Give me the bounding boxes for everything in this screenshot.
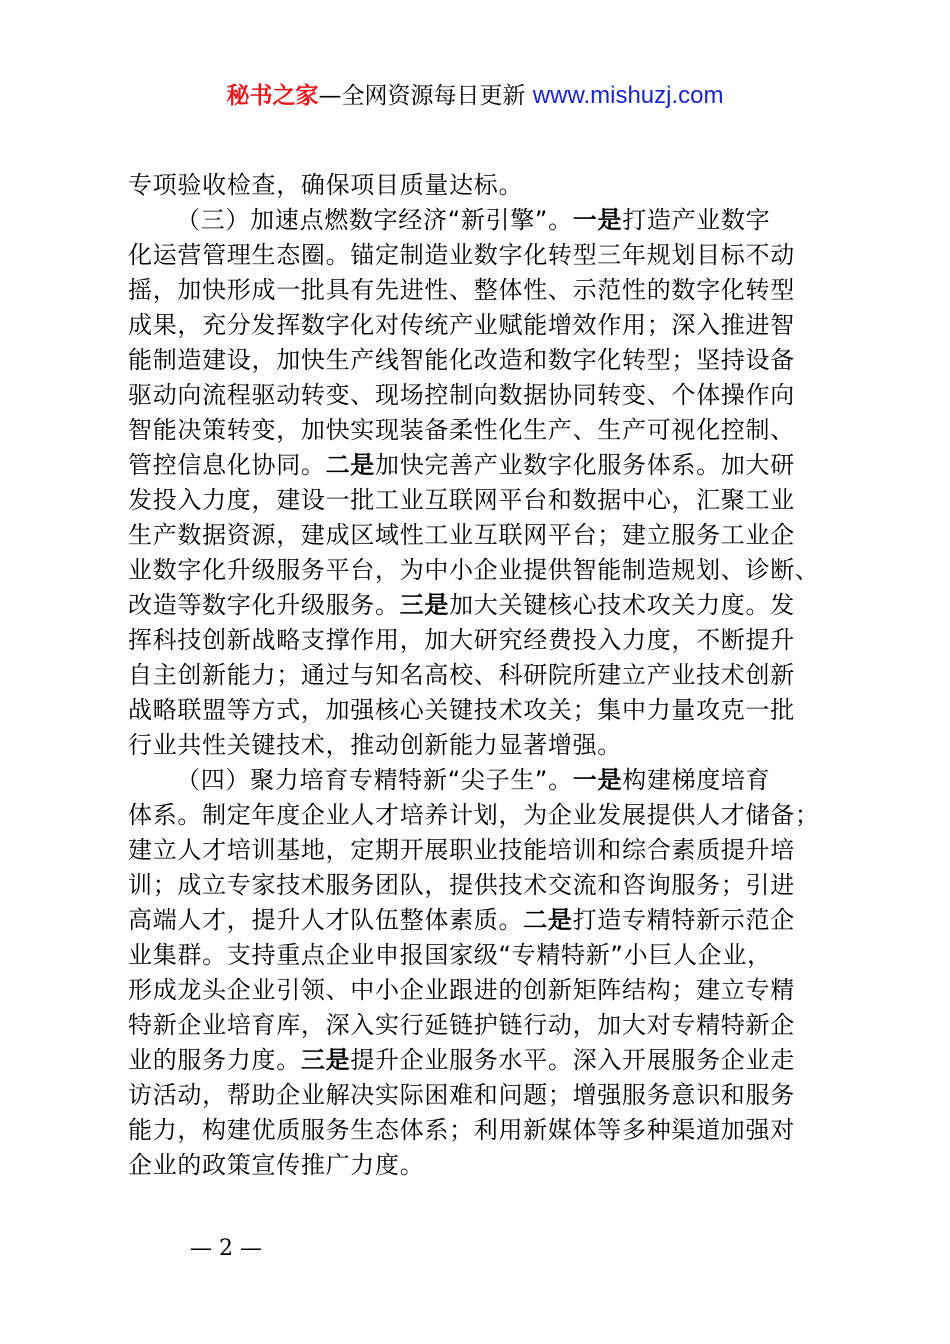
text-segment: （四）聚力培育专精特新“尖子生”。 xyxy=(176,766,573,794)
text-segment: 企业的政策宣传推广力度。 xyxy=(128,1151,425,1179)
text-segment: 业数字化升级服务平台，为中小企业提供智能制造规划、诊断、 xyxy=(128,556,820,584)
text-segment: 业的服务力度。 xyxy=(128,1046,301,1074)
text-segment: 构建梯度培育 xyxy=(622,766,771,794)
text-segment: 打造专精特新示范企 xyxy=(572,906,795,934)
page-number: — 2 — xyxy=(190,1236,262,1261)
text-segment: 访活动，帮助企业解决实际困难和问题；增强服务意识和服务 xyxy=(128,1081,795,1109)
text-segment: 成果，充分发挥数字化对传统产业赋能增效作用；深入推进智 xyxy=(128,311,795,339)
text-line xyxy=(128,343,833,378)
text-line xyxy=(128,483,833,518)
text-segment: 战略联盟等方式，加强核心关键技术攻关；集中力量攻克一批 xyxy=(128,696,795,724)
text-line xyxy=(128,623,833,658)
text-segment: 体系。制定年度企业人才培养计划，为企业发展提供人才储备； xyxy=(128,801,820,829)
text-line xyxy=(128,588,833,623)
text-segment: 能力，构建优质服务生态体系；利用新媒体等多种渠道加强对 xyxy=(128,1116,795,1144)
text-segment: 打造产业数字 xyxy=(622,206,771,234)
text-segment: 摇，加快形成一批具有先进性、整体性、示范性的数字化转型 xyxy=(128,276,795,304)
text-segment: 挥科技创新战略支撑作用，加大研究经费投入力度，不断提升 xyxy=(128,626,795,654)
bold-keyword: 三是 xyxy=(300,1046,351,1074)
text-line xyxy=(128,413,833,448)
text-segment: 行业共性关键技术，推动创新能力显著增强。 xyxy=(128,731,622,759)
site-brand[interactable]: 秘书之家 xyxy=(226,83,319,109)
bold-keyword: 二是 xyxy=(523,906,573,934)
text-segment: 智能决策转变，加快实现装备柔性化生产、生产可视化控制、 xyxy=(128,416,795,444)
text-line xyxy=(128,693,833,728)
text-line xyxy=(128,1078,833,1113)
text-line xyxy=(128,973,833,1008)
text-line xyxy=(128,1148,833,1183)
text-segment: 加大关键核心技术攻关力度。发 xyxy=(449,591,795,619)
text-line xyxy=(128,1113,833,1148)
text-line xyxy=(128,448,833,483)
site-url-link[interactable]: www.mishuzj.com xyxy=(532,82,724,109)
text-line xyxy=(128,1043,833,1078)
text-line xyxy=(128,728,833,763)
text-line xyxy=(128,553,833,588)
text-line xyxy=(128,763,833,798)
text-segment: 化运营管理生态圈。锚定制造业数字化转型三年规划目标不动 xyxy=(128,241,795,269)
text-line xyxy=(128,833,833,868)
text-segment: （三）加速点燃数字经济“新引擎”。 xyxy=(176,206,573,234)
text-segment: 改造等数字化升级服务。 xyxy=(128,591,400,619)
text-line xyxy=(128,308,833,343)
text-line xyxy=(128,238,833,273)
site-header xyxy=(0,80,950,112)
text-segment: 高端人才，提升人才队伍整体素质。 xyxy=(128,906,524,934)
text-segment: 加快完善产业数字化服务体系。加大研 xyxy=(375,451,795,479)
document-body xyxy=(128,168,833,1183)
text-line xyxy=(128,203,833,238)
text-line xyxy=(128,168,833,203)
text-segment: 能制造建设，加快生产线智能化改造和数字化转型；坚持设备 xyxy=(128,346,795,374)
bold-keyword: 一是 xyxy=(572,766,623,794)
text-segment: 业集群。支持重点企业申报国家级“专精特新”小巨人企业， xyxy=(128,941,772,969)
bold-keyword: 一是 xyxy=(572,206,623,234)
text-line xyxy=(128,273,833,308)
text-line xyxy=(128,658,833,693)
text-segment: 专项验收检查，确保项目质量达标。 xyxy=(128,171,524,199)
text-segment: 特新企业培育库，深入实行延链护链行动，加大对专精特新企 xyxy=(128,1011,795,1039)
text-segment: 驱动向流程驱动转变、现场控制向数据协同转变、个体操作向 xyxy=(128,381,795,409)
bold-keyword: 二是 xyxy=(325,451,376,479)
text-segment: 自主创新能力；通过与知名高校、科研院所建立产业技术创新 xyxy=(128,661,795,689)
text-line xyxy=(128,903,833,938)
bold-keyword: 三是 xyxy=(399,591,450,619)
text-segment: 训；成立专家技术服务团队，提供技术交流和咨询服务；引进 xyxy=(128,871,795,899)
text-line xyxy=(128,798,833,833)
text-line xyxy=(128,938,833,973)
header-dash: — xyxy=(318,83,342,109)
text-segment: 提升企业服务水平。深入开展服务企业走 xyxy=(350,1046,795,1074)
text-line xyxy=(128,868,833,903)
text-segment: 管控信息化协同。 xyxy=(128,451,326,479)
text-line xyxy=(128,378,833,413)
text-line xyxy=(128,518,833,553)
header-tagline: 全网资源每日更新 xyxy=(341,83,526,109)
text-segment: 建立人才培训基地，定期开展职业技能培训和综合素质提升培 xyxy=(128,836,795,864)
text-segment: 生产数据资源，建成区域性工业互联网平台；建立服务工业企 xyxy=(128,521,795,549)
text-segment: 形成龙头企业引领、中小企业跟进的创新矩阵结构；建立专精 xyxy=(128,976,795,1004)
text-segment: 发投入力度，建设一批工业互联网平台和数据中心，汇聚工业 xyxy=(128,486,795,514)
text-line xyxy=(128,1008,833,1043)
